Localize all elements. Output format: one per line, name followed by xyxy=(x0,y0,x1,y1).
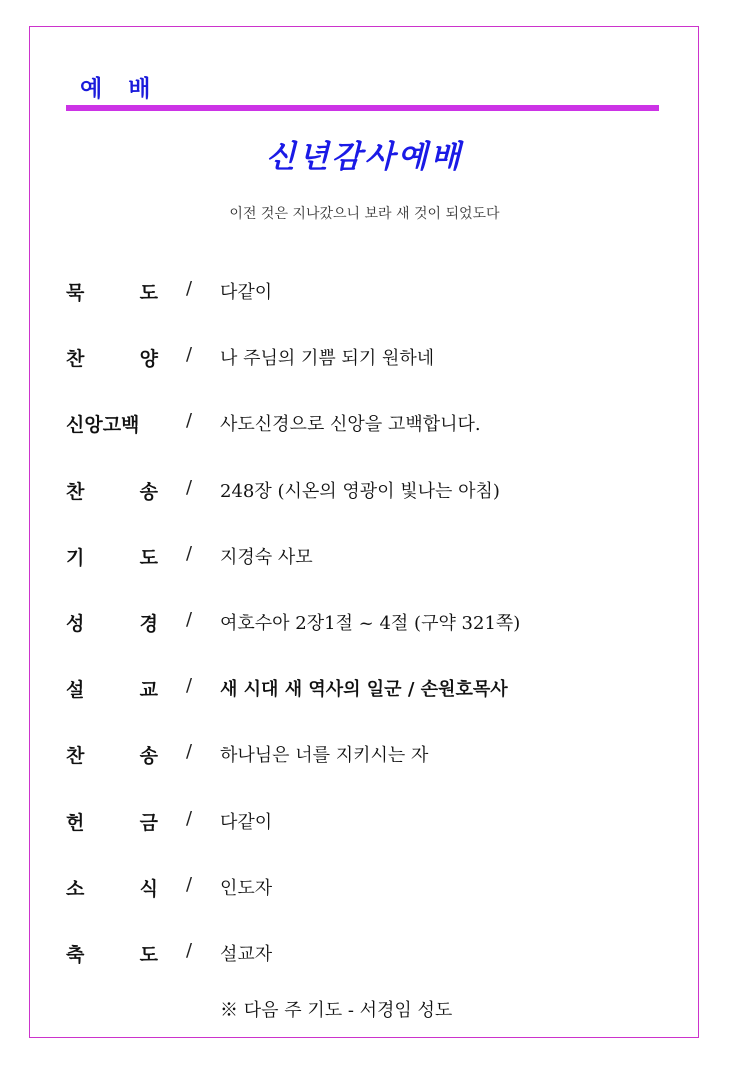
order-item-separator: / xyxy=(186,873,193,895)
section-header: 예배 xyxy=(80,76,177,102)
order-item xyxy=(66,477,686,507)
order-item-label-char: 찬 xyxy=(66,480,85,503)
order-item-label xyxy=(66,543,158,570)
order-item-value: 사도신경으로 신앙을 고백합니다. xyxy=(220,414,481,436)
order-item-value: 설교자 xyxy=(220,944,273,965)
order-item-label xyxy=(66,675,158,702)
order-item xyxy=(66,808,686,838)
order-item-separator: / xyxy=(186,410,193,432)
header-divider xyxy=(66,105,659,111)
order-item-value: 248장 (시온의 영광이 빛나는 아침) xyxy=(220,480,500,502)
order-item-label-char: 신앙고백 xyxy=(66,414,140,437)
order-item-label-char: 기 xyxy=(66,546,85,569)
order-item xyxy=(66,278,686,308)
order-item-label-char: 식 xyxy=(139,877,158,900)
order-item-label-char: 성 xyxy=(66,613,85,635)
order-item-label-char: 도 xyxy=(139,944,158,966)
order-item-label xyxy=(66,477,158,504)
order-item-label xyxy=(66,609,158,636)
order-item-separator: / xyxy=(186,807,193,829)
order-item-value: 나 주님의 기쁨 되기 원하네 xyxy=(220,348,435,370)
order-item-value: 새 시대 새 역사의 일군 / 손원호목사 xyxy=(220,679,508,701)
order-item-label-char: 교 xyxy=(139,679,158,702)
order-item-label-char: 송 xyxy=(139,480,158,503)
order-item-label-char: 도 xyxy=(139,282,158,304)
order-item-value: 다같이 xyxy=(220,811,273,833)
scripture-subtitle: 이전 것은 지나갔으니 보라 새 것이 되었도다 xyxy=(229,206,500,222)
order-item-label xyxy=(66,278,158,305)
order-item xyxy=(66,543,686,573)
order-item-label-char: 도 xyxy=(139,546,158,569)
order-item-label-char: 축 xyxy=(66,944,85,966)
order-item xyxy=(66,410,686,440)
order-item-label xyxy=(66,410,158,437)
order-item-label-char: 소 xyxy=(66,877,85,900)
order-item-value: 하나님은 너를 지키시는 자 xyxy=(220,745,429,767)
next-week-prayer-note: ※ 다음 주 기도 - 서경임 성도 xyxy=(220,1000,453,1021)
order-item-separator: / xyxy=(186,940,193,961)
order-item xyxy=(66,675,686,705)
order-item-value: 다같이 xyxy=(220,282,273,303)
order-item-label xyxy=(66,940,158,967)
service-title: 신년감사예배 xyxy=(265,139,464,175)
order-item xyxy=(66,940,686,970)
order-item xyxy=(66,741,686,771)
order-item-label-char: 송 xyxy=(139,745,158,768)
order-item-label-char: 양 xyxy=(139,348,158,371)
order-item-label-char: 경 xyxy=(139,613,158,635)
order-item-label-char: 찬 xyxy=(66,745,85,768)
order-item-separator: / xyxy=(186,542,193,564)
order-item xyxy=(66,874,686,904)
order-item-label xyxy=(66,874,158,901)
order-item-value: 여호수아 2장1절 ~ 4절 (구약 321쪽) xyxy=(220,613,521,634)
order-item-separator: / xyxy=(186,278,193,299)
order-item-value: 지경숙 사모 xyxy=(220,546,313,568)
order-item-label-char: 찬 xyxy=(66,348,85,371)
order-item xyxy=(66,344,686,374)
order-item-separator: / xyxy=(186,675,193,697)
order-item-label xyxy=(66,741,158,768)
order-item xyxy=(66,609,686,639)
order-item-separator: / xyxy=(186,741,193,763)
order-item-label xyxy=(66,808,158,835)
order-item-value: 인도자 xyxy=(220,877,273,899)
order-item-label xyxy=(66,344,158,371)
order-item-separator: / xyxy=(186,476,193,498)
order-item-label-char: 금 xyxy=(139,811,158,834)
order-item-label-char: 설 xyxy=(66,679,85,702)
order-item-separator: / xyxy=(186,609,193,630)
order-item-label-char: 헌 xyxy=(66,811,85,834)
order-item-label-char: 묵 xyxy=(66,282,85,304)
order-item-separator: / xyxy=(186,344,193,366)
